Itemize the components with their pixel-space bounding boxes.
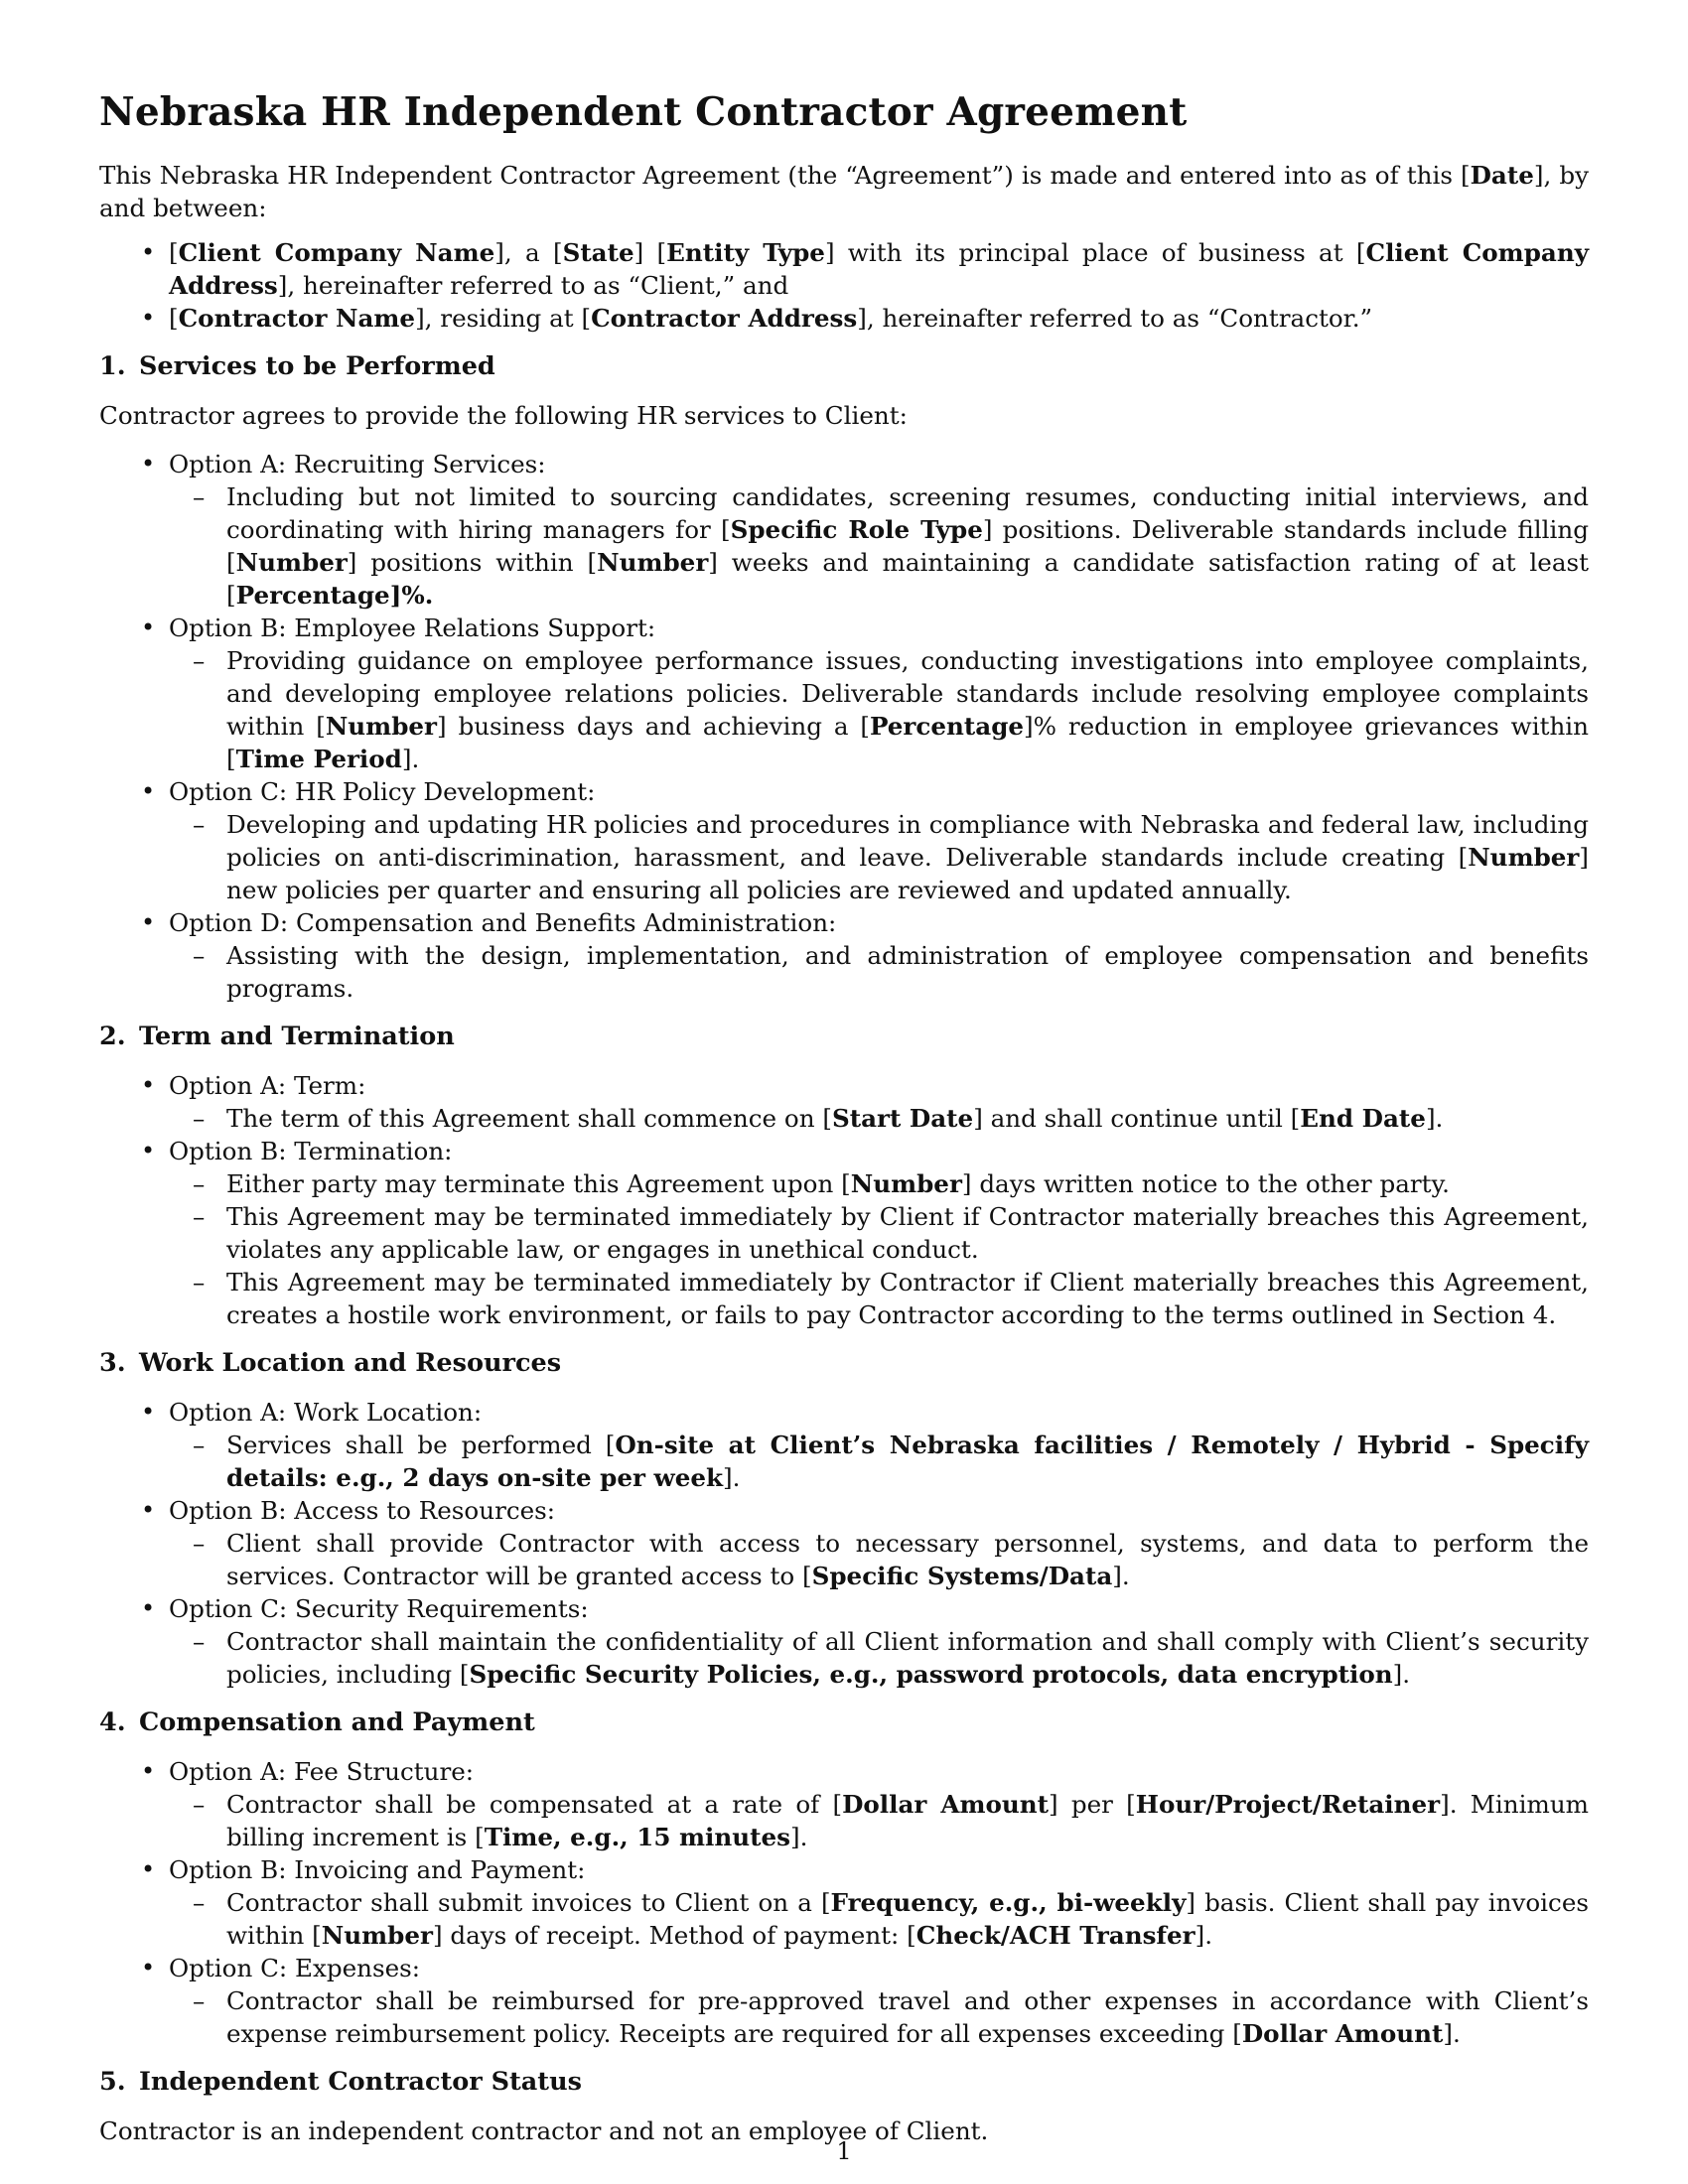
detail-text: ]. xyxy=(790,1823,808,1851)
placeholder-number: Number xyxy=(235,548,348,577)
section-heading-compensation xyxy=(99,1706,1589,1739)
option-detail: – This Agreement may be terminated immediately by Contractor if Client materially breaches this Agreement, creates a hostile work environment, or fails to pay Contractor according to the terms outlined in Section 4. xyxy=(226,1266,1589,1331)
intro-text: This Nebraska HR Independent Contractor Agreement (the “Agreement”) is made and entered into as of this [ xyxy=(99,161,1471,190)
detail-text: ]. xyxy=(401,745,420,773)
placeholder-number: Number xyxy=(325,712,437,741)
placeholder-dollar-amount: Dollar Amount xyxy=(842,1790,1049,1819)
placeholder-number: Number xyxy=(597,548,709,577)
intro-text: ], by and between: xyxy=(99,161,1589,222)
option-item xyxy=(169,1952,1589,2050)
option-details xyxy=(169,480,1589,612)
section-heading-services xyxy=(99,350,1589,383)
detail-text: Contractor shall maintain the confidentiality of all Client information and shall comply with Client’s security policies, including [ xyxy=(226,1627,1589,1689)
placeholder-payment-method: Check/ACH Transfer xyxy=(915,1921,1196,1950)
section-title: Term and Termination xyxy=(139,1022,455,1051)
section-title: Compensation and Payment xyxy=(139,1707,535,1737)
detail-text: Services shall be performed [ xyxy=(226,1431,616,1459)
detail-text: ]. xyxy=(1195,1921,1213,1950)
placeholder-date: Date xyxy=(1470,161,1534,190)
placeholder-contractor-name: Contractor Name xyxy=(178,304,416,333)
option-label: Option B: Invoicing and Payment: xyxy=(169,1855,586,1884)
option-item xyxy=(169,1069,1589,1135)
placeholder-entity-type: Entity Type xyxy=(666,238,825,267)
party-text: [ xyxy=(169,238,179,267)
option-detail xyxy=(226,1167,1589,1200)
detail-text: ]. xyxy=(1392,1660,1411,1689)
placeholder-billing-increment: Time, e.g., 15 minutes xyxy=(484,1823,791,1851)
party-text: ], residing at [ xyxy=(415,304,592,333)
option-details xyxy=(169,1886,1589,1952)
option-details xyxy=(169,644,1589,775)
section-number: 5. xyxy=(99,2067,126,2097)
placeholder-specific-systems-data: Specific Systems/Data xyxy=(811,1562,1113,1590)
detail-text: ] positions. Deliverable standards include filling [ xyxy=(226,515,1589,577)
page-number: 1 xyxy=(836,2137,852,2165)
detail-text: Contractor shall be reimbursed for pre-approved travel and other expenses in accordance with Client’s expense reimbursement policy. Receipts are required for all expenses exceeding [ xyxy=(226,1986,1589,2048)
option-detail xyxy=(226,644,1589,775)
section-number: 4. xyxy=(99,1707,126,1737)
party-text: ] with its principal place of business at [ xyxy=(824,238,1366,267)
option-item xyxy=(169,775,1589,906)
placeholder-specific-role-type: Specific Role Type xyxy=(730,515,983,544)
detail-text: ]%. xyxy=(389,581,434,610)
option-label: Option A: Fee Structure: xyxy=(169,1757,475,1786)
detail-text: Including but not limited to sourcing candidates, screening resumes, conducting initial interviews, and coordinating with hiring managers for [ xyxy=(226,482,1589,544)
detail-text: ] weeks and maintaining a candidate satisfaction rating of at least [ xyxy=(226,548,1589,610)
option-item xyxy=(169,1135,1589,1331)
placeholder-state: State xyxy=(562,238,634,267)
location-options-list xyxy=(99,1396,1589,1691)
intro-paragraph xyxy=(99,159,1589,224)
option-item xyxy=(169,612,1589,775)
option-label: Option D: Compensation and Benefits Administration: xyxy=(169,908,837,937)
detail-text: Client shall provide Contractor with access to necessary personnel, systems, and data to perform the services. Contractor will be granted access to [ xyxy=(226,1529,1589,1590)
section-number: 1. xyxy=(99,351,126,381)
party-client xyxy=(169,236,1589,302)
option-item xyxy=(169,1853,1589,1952)
party-text: ], hereinafter referred to as “Client,” and xyxy=(277,271,789,300)
option-label: Option C: Expenses: xyxy=(169,1954,421,1982)
detail-text: ] positions within [ xyxy=(347,548,598,577)
detail-text: ] per [ xyxy=(1049,1790,1136,1819)
detail-text: ]% reduction in employee grievances within [ xyxy=(226,712,1589,773)
placeholder-rate-basis: Hour/Project/Retainer xyxy=(1135,1790,1441,1819)
detail-text: ] and shall continue until [ xyxy=(973,1104,1301,1133)
party-contractor xyxy=(169,302,1589,335)
detail-text: Either party may terminate this Agreement upon [ xyxy=(226,1169,851,1198)
party-text: ], a [ xyxy=(494,238,563,267)
detail-text: ] business days and achieving a [ xyxy=(437,712,870,741)
option-detail: – Assisting with the design, implementation, and administration of employee compensation and benefits programs. xyxy=(226,939,1589,1005)
option-label: Option A: Recruiting Services: xyxy=(169,450,546,478)
services-options-list xyxy=(99,448,1589,1005)
detail-text: ] basis. Client shall pay invoices within [ xyxy=(226,1888,1589,1950)
section-title: Work Location and Resources xyxy=(139,1348,562,1378)
section-number: 2. xyxy=(99,1022,126,1051)
placeholder-frequency: Frequency, e.g., bi-weekly xyxy=(830,1888,1187,1917)
option-detail xyxy=(226,808,1589,906)
detail-text: ] days of receipt. Method of payment: [ xyxy=(432,1921,916,1950)
option-item xyxy=(169,906,1589,1005)
placeholder-time-period: Time Period xyxy=(235,745,402,773)
option-label: Option B: Termination: xyxy=(169,1137,453,1165)
detail-text: Contractor shall submit invoices to Client on a [ xyxy=(226,1888,831,1917)
option-detail xyxy=(226,1886,1589,1952)
detail-text: Developing and updating HR policies and procedures in compliance with Nebraska and federal law, including policies on anti-discrimination, harassment, and leave. Deliverable standards include creating [ xyxy=(226,810,1589,872)
detail-text: ] new policies per quarter and ensuring all policies are reviewed and updated annually. xyxy=(226,843,1589,904)
option-details xyxy=(169,1102,1589,1135)
option-item xyxy=(169,1592,1589,1691)
detail-text: Contractor shall be compensated at a rate of [ xyxy=(226,1790,843,1819)
placeholder-dollar-amount: Dollar Amount xyxy=(1241,2019,1444,2048)
option-details xyxy=(169,1625,1589,1691)
placeholder-percentage: Percentage xyxy=(235,581,390,610)
placeholder-client-company-address: Client Company Address xyxy=(169,238,1590,300)
option-label: Option C: HR Policy Development: xyxy=(169,777,596,806)
party-text: [ xyxy=(169,304,179,333)
detail-text: ] days written notice to the other party. xyxy=(961,1169,1450,1198)
placeholder-client-company-name: Client Company Name xyxy=(178,238,495,267)
detail-text: ]. xyxy=(1112,1562,1130,1590)
section-number: 3. xyxy=(99,1348,126,1378)
option-label: Option A: Work Location: xyxy=(169,1398,483,1427)
section-lead: Contractor agrees to provide the following HR services to Client: xyxy=(99,401,908,430)
option-item xyxy=(169,448,1589,612)
option-item xyxy=(169,1755,1589,1853)
option-details xyxy=(169,939,1589,1005)
document-page xyxy=(99,87,1589,2147)
placeholder-work-location: On-site at Client’s Nebraska facilities / Remotely / Hybrid - Specify details: e.g., 2 days on-site per week xyxy=(226,1431,1589,1492)
option-detail xyxy=(226,1527,1589,1592)
document-title: Nebraska HR Independent Contractor Agreement xyxy=(99,89,1188,135)
placeholder-end-date: End Date xyxy=(1300,1104,1426,1133)
detail-text: ]. xyxy=(1425,1104,1444,1133)
option-label: Option C: Security Requirements: xyxy=(169,1594,589,1623)
detail-text: ]. Minimum billing increment is [ xyxy=(226,1790,1589,1851)
option-details xyxy=(169,1429,1589,1494)
term-options-list xyxy=(99,1069,1589,1331)
option-detail xyxy=(226,1984,1589,2050)
placeholder-percentage: Percentage xyxy=(869,712,1025,741)
section-lead: Contractor is an independent contractor and not an employee of Client. xyxy=(99,2116,989,2145)
section-title: Independent Contractor Status xyxy=(139,2067,582,2097)
option-detail: – This Agreement may be terminated immediately by Client if Contractor materially breaches this Agreement, violates any applicable law, or engages in unethical conduct. xyxy=(226,1200,1589,1266)
option-details xyxy=(169,808,1589,906)
option-label: Option A: Term: xyxy=(169,1071,366,1100)
section-heading-term xyxy=(99,1021,1589,1053)
detail-text: The term of this Agreement shall commence on [ xyxy=(226,1104,832,1133)
option-detail xyxy=(226,1625,1589,1691)
detail-text: ]. xyxy=(723,1463,741,1492)
detail-text: Providing guidance on employee performance issues, conducting investigations into employee complaints, and developing employee relations policies. Deliverable standards include resolving employee complaints within [ xyxy=(226,646,1589,741)
option-item xyxy=(169,1396,1589,1494)
detail-text: ]. xyxy=(1443,2019,1461,2048)
compensation-options-list xyxy=(99,1755,1589,2050)
placeholder-security-policies: Specific Security Policies, e.g., password protocols, data encryption xyxy=(469,1660,1393,1689)
party-text: ] [ xyxy=(633,238,667,267)
placeholder-start-date: Start Date xyxy=(831,1104,974,1133)
option-detail xyxy=(226,1102,1589,1135)
option-item xyxy=(169,1494,1589,1592)
placeholder-number: Number xyxy=(850,1169,962,1198)
option-detail xyxy=(226,480,1589,612)
option-details xyxy=(169,1527,1589,1592)
placeholder-contractor-address: Contractor Address xyxy=(591,304,858,333)
section-heading-work-location xyxy=(99,1347,1589,1380)
option-details xyxy=(169,1167,1589,1331)
placeholder-number: Number xyxy=(321,1921,433,1950)
placeholder-number: Number xyxy=(1468,843,1580,872)
party-text: ], hereinafter referred to as “Contractor.” xyxy=(857,304,1373,333)
parties-list xyxy=(99,236,1589,335)
option-details xyxy=(169,1984,1589,2050)
option-label: Option B: Access to Resources: xyxy=(169,1496,556,1525)
option-label: Option B: Employee Relations Support: xyxy=(169,614,656,642)
option-detail xyxy=(226,1429,1589,1494)
option-details xyxy=(169,1788,1589,1853)
section-heading-contractor-status xyxy=(99,2066,1589,2099)
option-detail xyxy=(226,1788,1589,1853)
section-title: Services to be Performed xyxy=(139,351,495,381)
